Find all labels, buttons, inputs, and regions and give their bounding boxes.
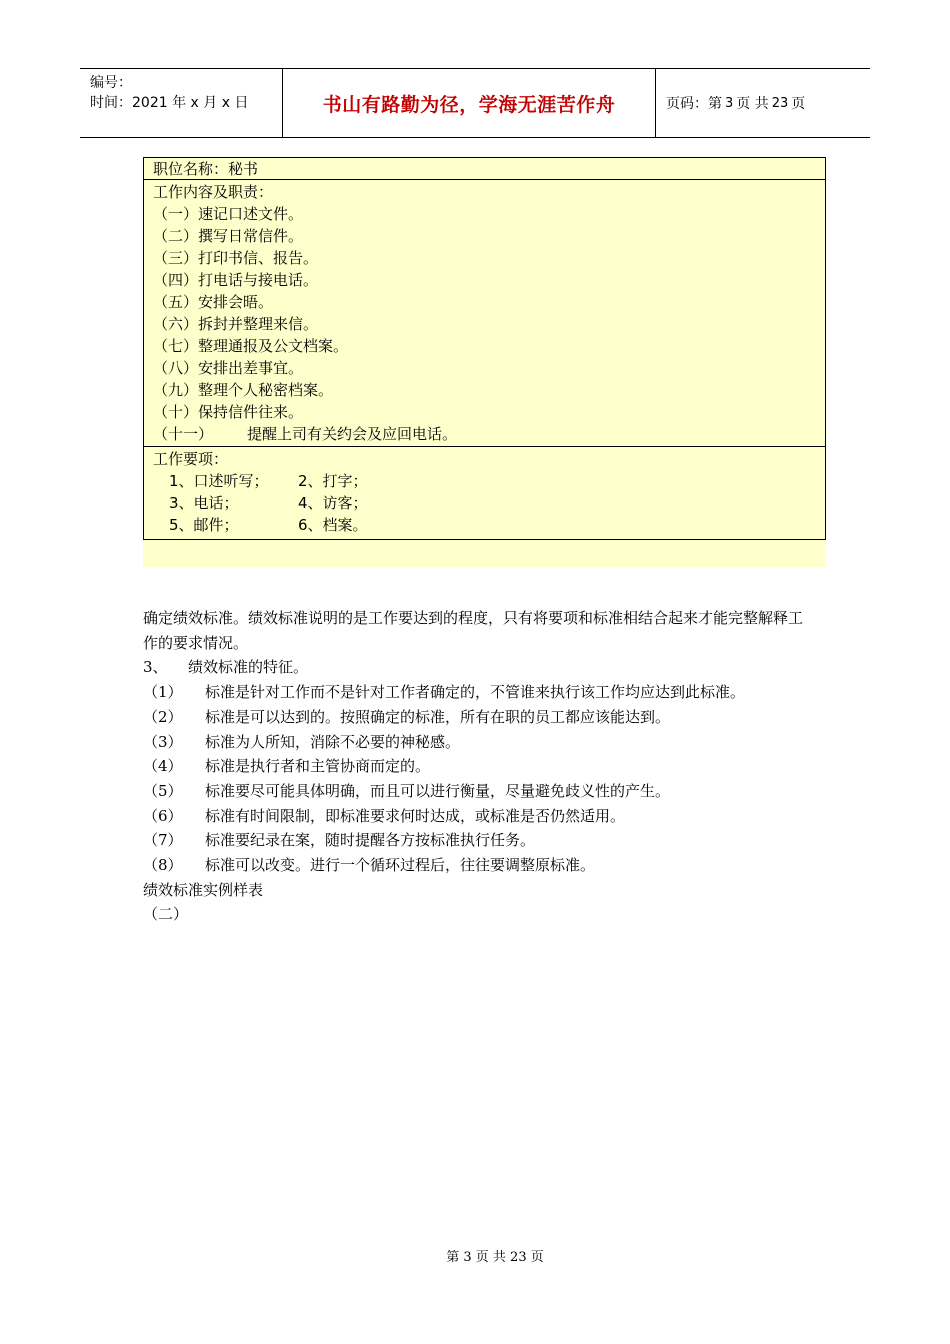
page-footer: 第 3 页 共 23 页 [446, 1250, 544, 1265]
duty-item: （四）打电话与接电话。 [153, 271, 319, 289]
list-number: （6） [143, 806, 183, 825]
header-page-number [656, 69, 870, 137]
body-text [143, 606, 813, 927]
list-number: （3） [143, 732, 183, 751]
duty-last-text: 提醒上司有关约会及应回电话。 [247, 425, 458, 443]
list-text: 标准要尽可能具体明确，而且可以进行衡量，尽量避免歧义性的产生。 [205, 781, 671, 800]
duty-item: （八）安排出差事宜。 [153, 359, 304, 377]
key-item: 3、电话； [169, 494, 239, 512]
list-text: 标准为人所知，消除不必要的神秘感。 [205, 732, 461, 751]
duty-item-last [153, 423, 825, 445]
list-item [143, 828, 813, 853]
items-row [153, 514, 825, 536]
list-text: 标准是针对工作而不是针对工作者确定的，不管谁来执行该工作均应达到此标准。 [205, 683, 746, 702]
list-number: （1） [143, 683, 183, 702]
duty-item: （二）撰写日常信件。 [153, 227, 304, 245]
table-subcaption: （二） [143, 905, 189, 924]
list-text: 标准是可以达到的。按照确定的标准，所有在职的员工都应该能达到。 [205, 707, 671, 726]
list-number: （2） [143, 707, 183, 726]
list-item [143, 680, 813, 705]
list-item [143, 804, 813, 829]
key-item: 1、口述听写； [169, 472, 269, 490]
list-item [143, 779, 813, 804]
list-item [143, 730, 813, 755]
duties-heading: 工作内容及职责： [153, 183, 274, 201]
duty-last-number: （十一） [153, 425, 214, 443]
serial-label: 编号： [90, 75, 132, 91]
duties-section [143, 180, 826, 447]
page-header [80, 68, 870, 138]
job-title-row [143, 157, 826, 180]
list-item [143, 853, 813, 878]
list-number: （7） [143, 831, 183, 850]
duty-item: （五）安排会晤。 [153, 293, 274, 311]
time-label: 时间：2021 年 x 月 x 日 [90, 95, 249, 111]
items-heading: 工作要项： [153, 450, 229, 468]
page-suffix: 页 [791, 96, 806, 112]
list-number: （4） [143, 757, 183, 776]
page-total: 23 [771, 95, 789, 111]
key-items-section [143, 447, 826, 540]
duty-item: （三）打印书信、报告。 [153, 249, 319, 267]
duty-item: （十）保持信件往来。 [153, 403, 304, 421]
section-heading [143, 655, 813, 680]
list-number: （5） [143, 781, 183, 800]
list-text: 标准要纪录在案，随时提醒各方按标准执行任务。 [205, 831, 536, 850]
header-motto: 书山有路勤为径，学海无涯苦作舟 [282, 69, 656, 137]
duty-item: （七）整理通报及公文档案。 [153, 337, 349, 355]
list-number: （8） [143, 856, 183, 875]
key-item: 2、打字； [298, 472, 368, 490]
table-tail-fill [143, 540, 826, 567]
key-item: 4、访客； [298, 494, 368, 512]
list-text: 标准是执行者和主管协商而定的。 [205, 757, 431, 776]
key-item: 5、邮件； [169, 516, 239, 534]
duty-item: （六）拆封并整理来信。 [153, 315, 319, 333]
list-item [143, 754, 813, 779]
header-info [80, 69, 282, 137]
page-mid: 页 共 [736, 96, 769, 112]
duty-item: （一）速记口述文件。 [153, 205, 304, 223]
paragraph: 确定绩效标准。绩效标准说明的是工作要达到的程度，只有将要项和标准相结合起来才能完整解释工作的要求情况。 [143, 609, 804, 652]
items-row [153, 492, 825, 514]
list-text: 标准可以改变。进行一个循环过程后，往往要调整原标准。 [205, 856, 596, 875]
job-title: 职位名称：秘书 [153, 160, 259, 178]
section-title: 绩效标准的特征。 [188, 658, 309, 677]
page-current: 3 [725, 95, 734, 111]
duty-item: （九）整理个人秘密档案。 [153, 381, 334, 399]
job-description-table [143, 157, 826, 567]
list-item [143, 705, 813, 730]
key-item: 6、档案。 [298, 516, 368, 534]
section-number: 3、 [143, 658, 168, 677]
items-row [153, 470, 825, 492]
page-prefix: 页码：第 [666, 96, 722, 112]
list-text: 标准有时间限制，即标准要求何时达成，或标准是否仍然适用。 [205, 806, 626, 825]
table-caption: 绩效标准实例样表 [143, 880, 264, 899]
